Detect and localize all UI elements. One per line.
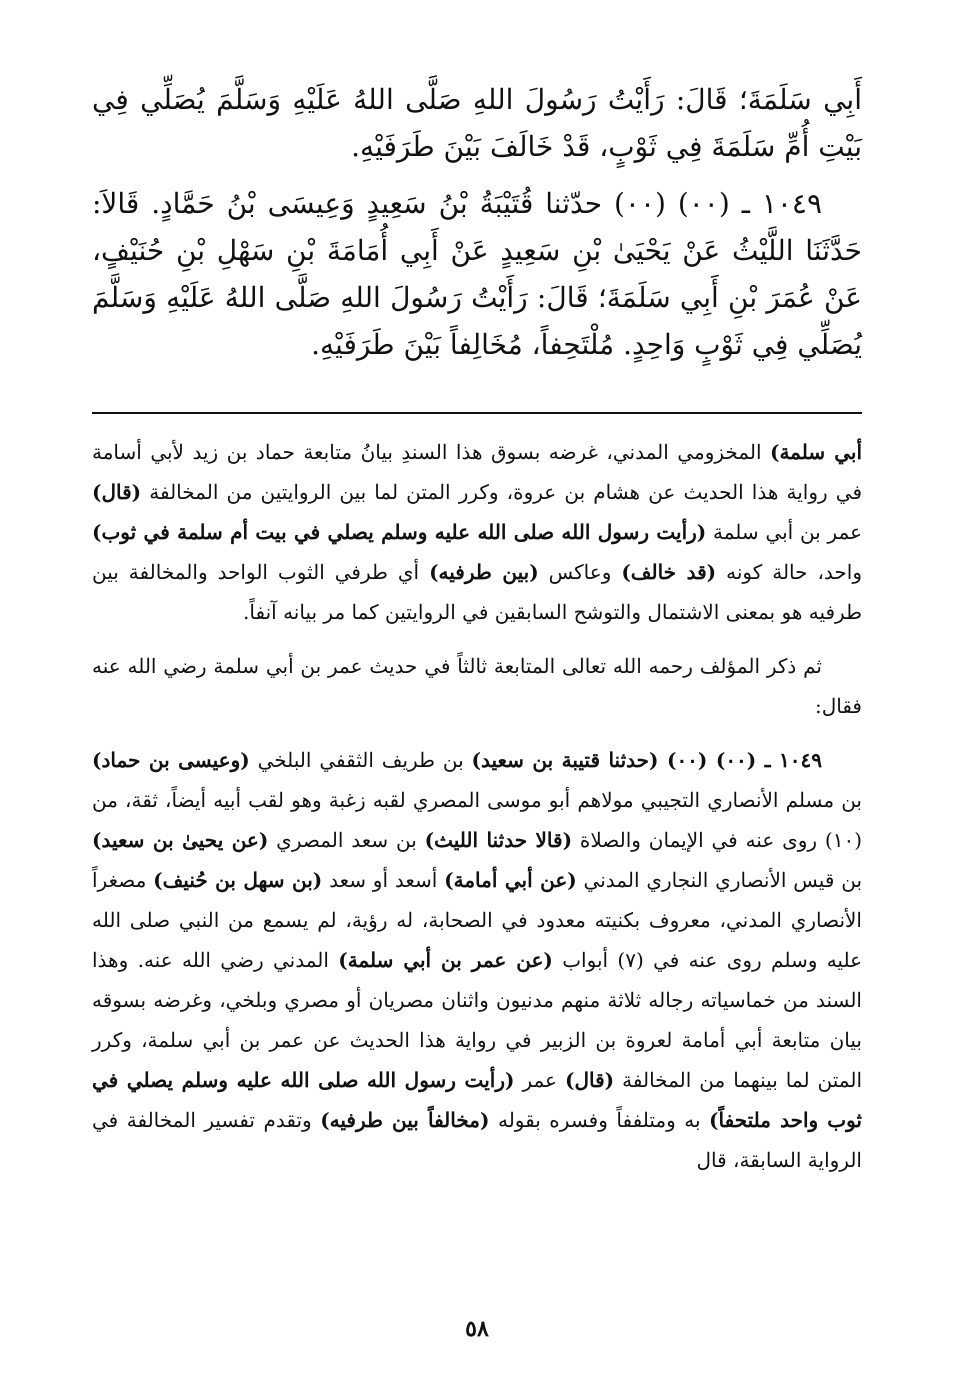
bold-phrase: (رأيت رسول الله صلى الله عليه وسلم يصلي في ثوب واحد ملتحفاً)	[92, 1068, 862, 1132]
commentary-paragraph-2: ثم ذكر المؤلف رحمه الله تعالى المتابعة ثالثاً في حديث عمر بن أبي سلمة رضي الله عنه فقال:	[92, 654, 862, 718]
bold-phrase: (عن أبي أمامة)	[444, 868, 577, 892]
text-run: بن طريف الثقفي البلخي	[249, 748, 472, 772]
bold-phrase: (قال)	[92, 480, 142, 504]
bold-phrase: (قال)	[565, 1068, 615, 1092]
commentary-text	[92, 432, 862, 1194]
bold-phrase: (حدثنا قتيبة بن سعيد)	[471, 748, 659, 772]
bold-phrase: (قالا حدثنا الليث)	[424, 828, 573, 852]
text-run: بن سعد المصري	[268, 828, 425, 852]
bold-phrase: (بن سهل بن حُنيف)	[153, 868, 323, 892]
bold-phrase: (بين طرفيه)	[429, 560, 539, 584]
commentary-paragraph-3	[92, 740, 862, 1180]
text-run: بن قيس الأنصاري النجاري المدني	[576, 868, 863, 892]
text-run: المدني رضي الله عنه. وهذا السند من خماسياته رجاله ثلاثة منهم مدنيون واثنان مصريان أو مصري وبلخي، وغرضه بسوقه بيان متابعة أبي أمامة لعروة بن الزبير في رواية هذا الحديث عن عمر بن أبي سلمة، وكرر المتن لما بينهما من المخالفة	[92, 948, 863, 1092]
text-run: أي طرفي الثوب الواحد والمخالفة بين طرفيه هو بمعنى الاشتمال والتوشح السابقين في الروايتين كما مر بيانه آنفاً.	[92, 560, 862, 624]
hadith-number: ١٠٤٩ ـ (٠٠) (٠٠)	[658, 748, 823, 772]
text-run: وعاكس	[538, 560, 622, 584]
bold-phrase: (وعيسى بن حماد)	[92, 748, 250, 772]
bold-phrase: (عن يحيىٰ بن سعيد)	[92, 828, 269, 852]
text-run: واحد، حالة كونه	[716, 560, 862, 584]
text-run: بن مسلم الأنصاري التجيبي مولاهم أبو موسى المصري لقبه زغبة وهو لقب أبيه أيضاً، ثقة، من (١٠) روى عنه في الإيمان والصلاة	[92, 788, 863, 852]
text-run: عمر بن أبي سلمة	[706, 520, 863, 544]
text-run: أسعد أو سعد	[322, 868, 445, 892]
hadith-paragraph-1: أَبِي سَلَمَةَ؛ قَالَ: رَأَيْتُ رَسُولَ اللهِ صَلَّى اللهُ عَلَيْهِ وَسَلَّمَ يُصَلِّي فِي بَيْتِ أُمِّ سَلَمَةَ فِي ثَوْبٍ، قَدْ خَالَفَ بَيْنَ طَرَفَيْهِ.	[92, 83, 862, 163]
bold-phrase: (قد خالف)	[621, 560, 717, 584]
bold-phrase: (رأيت رسول الله صلى الله عليه وسلم يصلي في بيت أم سلمة في ثوب)	[92, 520, 707, 544]
text-run: المخزومي المدني، غرضه بسوق هذا السندِ بيانُ متابعة حماد بن زيد لأبي أسامة في رواية هذا الحديث عن هشام بن عروة، وكرر المتن لما بين الروايتين من المخالفة	[92, 440, 862, 504]
hadith-text	[92, 76, 862, 378]
hadith-paragraph-2: ١٠٤٩ ـ (٠٠) (٠٠) حدّثنا قُتَيْبَةُ بْنُ سَعِيدٍ وَعِيسَى بْنُ حَمَّادٍ. قَالاَ: حَدَّثَنَا اللَّيْثُ عَنْ يَحْيَىٰ بْنِ سَعِيدٍ عَنْ أَبِي أُمَامَةَ بْنِ سَهْلِ بْنِ حُنَيْفٍ، عَنْ عُمَرَ بْنِ أَبِي سَلَمَةَ؛ قَالَ: رَأَيْتُ رَسُولَ اللهِ صَلَّى اللهُ عَلَيْهِ وَسَلَّمَ يُصَلِّي فِي ثَوْبٍ وَاحِدٍ. مُلْتَحِفاً، مُخَالِفاً بَيْنَ طَرَفَيْهِ.	[92, 187, 862, 361]
text-run: وتقدم تفسير المخالفة في الرواية السابقة، قال	[92, 1108, 862, 1172]
bold-phrase: أبي سلمة)	[770, 440, 863, 464]
commentary-paragraph-1	[92, 432, 862, 632]
page-number: ٥٨	[465, 1316, 489, 1342]
bold-phrase: (مخالفاً بين طرفيه)	[320, 1108, 490, 1132]
text-run: به ومتلففاً وفسره بقوله	[489, 1108, 710, 1132]
text-run: عمر	[514, 1068, 566, 1092]
footnote-divider	[92, 412, 862, 414]
bold-phrase: (عن عمر بن أبي سلمة)	[338, 948, 553, 972]
text-run: مصغراً الأنصاري المدني، معروف بكنيته معدود في الصحابة، له رؤية، لم يسمع من النبي صلى الله عليه وسلم روى عنه في (٧) أبواب	[92, 868, 863, 972]
